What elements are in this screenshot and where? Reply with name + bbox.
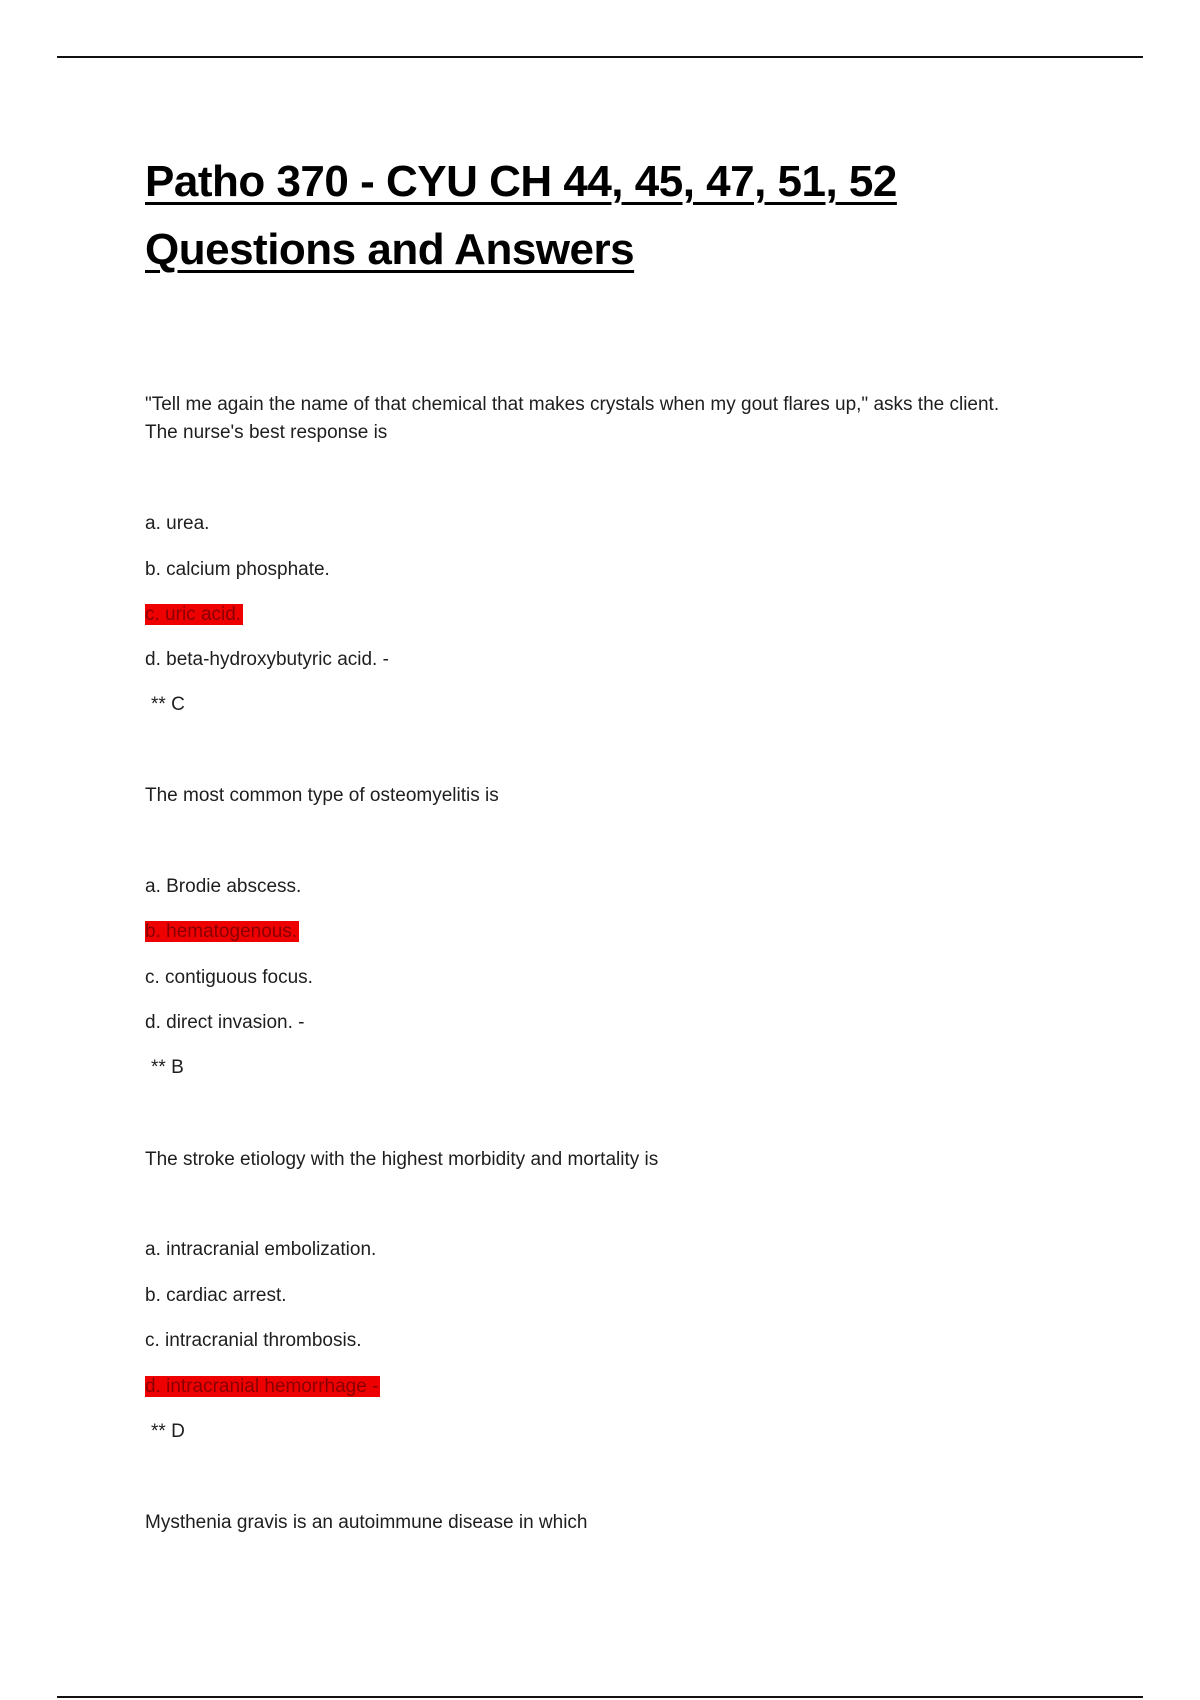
question-1-answer-key: ** C (151, 694, 185, 715)
correct-answer-highlight: c. uric acid. (145, 604, 242, 625)
question-2-option-d: d. direct invasion. - (145, 1012, 305, 1033)
correct-answer-highlight: b. hematogenous. (145, 921, 298, 942)
document-title (145, 148, 1045, 284)
question-3-option-b: b. cardiac arrest. (145, 1285, 287, 1306)
question-2-option-b-correct (145, 918, 299, 946)
question-2-option-a: a. Brodie abscess. (145, 876, 302, 897)
question-1-option-d: d. beta-hydroxybutyric acid. - (145, 649, 389, 670)
question-1-prompt: "Tell me again the name of that chemical that makes crystals when my gout flares up," asks the client. The nurse's best response is (145, 394, 1000, 443)
question-1-option-a: a. urea. (145, 513, 210, 534)
question-3-option-a: a. intracranial embolization. (145, 1239, 377, 1260)
question-3-answer-key: ** D (151, 1421, 185, 1442)
title-line-1: Patho 370 - CYU CH 44, 45, 47, 51, 52 (145, 157, 897, 206)
footer-rule (57, 1696, 1143, 1698)
header-rule (57, 56, 1143, 58)
question-1-option-b: b. calcium phosphate. (145, 559, 330, 580)
question-4-prompt: Mysthenia gravis is an autoimmune disease in which (145, 1512, 588, 1533)
question-3-option-c: c. intracranial thrombosis. (145, 1330, 362, 1351)
question-1-option-c-correct (145, 601, 243, 629)
title-line-2: Questions and Answers (145, 225, 635, 274)
question-3-prompt: The stroke etiology with the highest morbidity and mortality is (145, 1149, 659, 1170)
question-3-option-d-correct (145, 1373, 380, 1401)
correct-answer-highlight: d. intracranial hemorrhage - (145, 1376, 379, 1397)
question-2-prompt: The most common type of osteomyelitis is (145, 785, 499, 806)
question-2-answer-key: ** B (151, 1057, 184, 1078)
question-2-option-c: c. contiguous focus. (145, 967, 313, 988)
